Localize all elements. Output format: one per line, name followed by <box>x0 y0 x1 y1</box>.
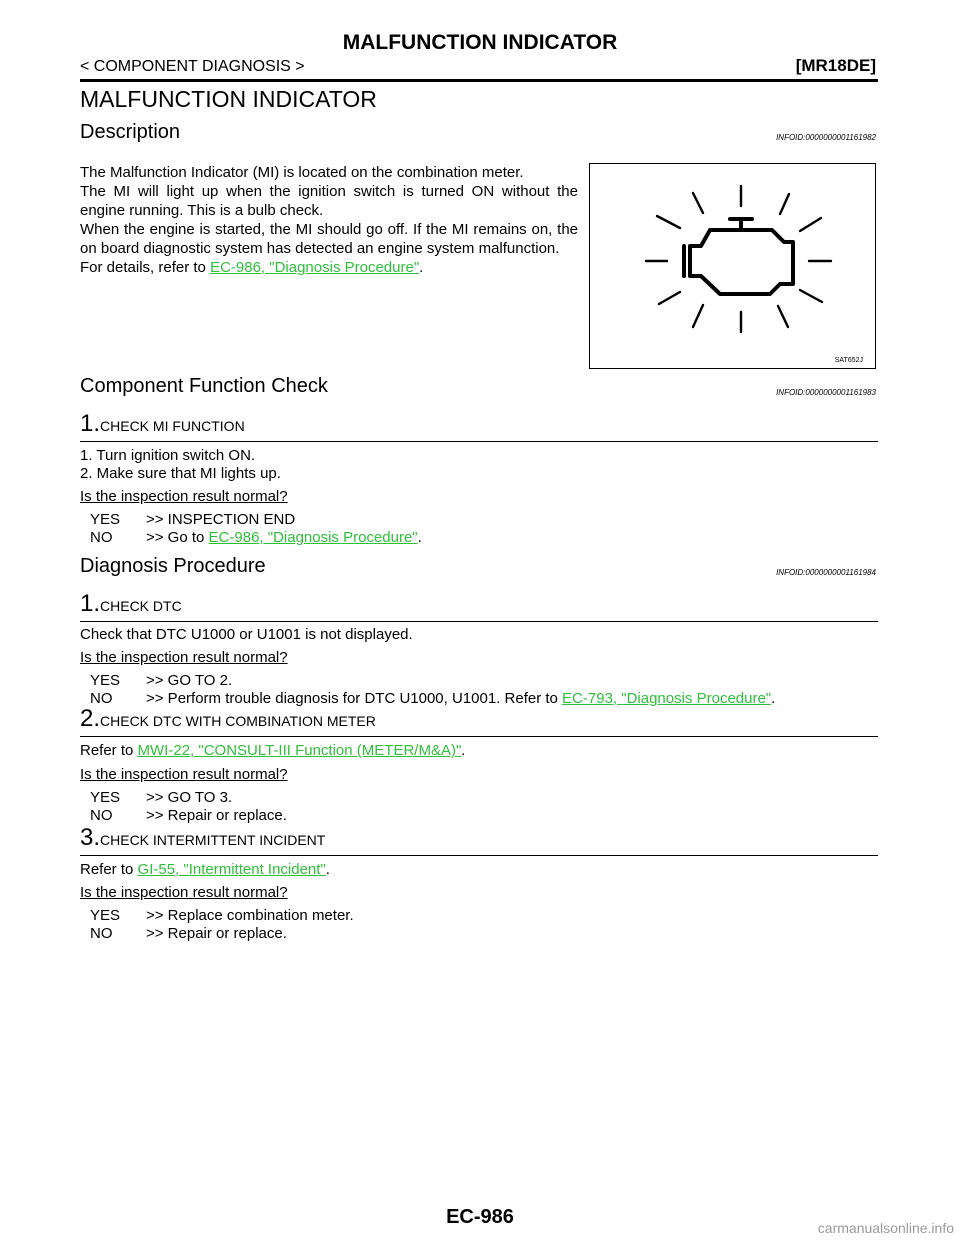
cfc-answer-yes <box>90 511 295 529</box>
dp-step-3-header <box>80 824 878 856</box>
answer-key: NO <box>90 690 113 707</box>
cfc-question: Is the inspection result normal? <box>80 488 288 505</box>
step-number: 1. <box>80 410 101 437</box>
answer-key: YES <box>90 907 121 924</box>
answer-value: >> Repair or replace. <box>146 807 287 824</box>
description-line-3: When the engine is started, the MI should go off. If the MI remains on, the on board diagnostic system has detected an engine system malfunction. <box>80 221 578 257</box>
page-title: MALFUNCTION INDICATOR <box>80 86 377 112</box>
dp-step-2-no <box>90 807 287 825</box>
cfc-item-1: 1. Turn ignition switch ON. <box>80 447 256 464</box>
header-section: < COMPONENT DIAGNOSIS > <box>80 58 305 75</box>
dp-step-1-yes <box>90 672 232 690</box>
dp-link-mwi22[interactable]: MWI-22, "CONSULT-III Function (METER/M&A)" <box>137 742 462 759</box>
cfc-item-2: 2. Make sure that MI lights up. <box>80 465 281 482</box>
answer-key: YES <box>90 511 121 528</box>
step-title: CHECK INTERMITTENT INCIDENT <box>100 832 326 848</box>
ref-prefix: For details, refer to <box>80 259 211 276</box>
dp-step-3-yes <box>90 907 354 925</box>
dp-step-2-yes <box>90 789 232 807</box>
ref-link-ec986[interactable]: EC-986, "Diagnosis Procedure" <box>210 259 420 276</box>
dp-step-1-text: Check that DTC U1000 or U1001 is not displayed. <box>80 626 413 643</box>
cfc-answer-no <box>90 529 422 547</box>
answer-value: >> INSPECTION END <box>146 511 296 528</box>
answer-value: >> GO TO 3. <box>146 789 233 806</box>
step-title: CHECK DTC <box>100 598 182 614</box>
header-rule <box>80 79 878 82</box>
page-number: EC-986 <box>446 1206 514 1228</box>
dp-step-2-ref <box>80 742 465 760</box>
answer-key: NO <box>90 807 113 824</box>
dp-step-3-ref <box>80 861 330 879</box>
answer-suffix: . <box>417 529 422 546</box>
answer-value: >> Replace combination meter. <box>146 907 354 924</box>
answer-key: YES <box>90 789 121 806</box>
step-number: 1. <box>80 590 101 617</box>
answer-suffix: . <box>771 690 776 707</box>
step-title: CHECK DTC WITH COMBINATION METER <box>100 713 376 729</box>
dp-link-ec793[interactable]: EC-793, "Diagnosis Procedure" <box>562 690 772 707</box>
ref-prefix: Refer to <box>80 742 138 759</box>
step-number: 2. <box>80 705 101 732</box>
cfc-step-1-header <box>80 410 878 442</box>
answer-prefix: >> Perform trouble diagnosis for DTC U1000, U1001. Refer to <box>146 690 563 707</box>
dp-step-1-question: Is the inspection result normal? <box>80 649 288 666</box>
diagnosis-infoid: INFOID:0000000001161984 <box>776 568 876 577</box>
mi-figure <box>589 163 876 369</box>
answer-key: NO <box>90 529 113 546</box>
answer-value: >> GO TO 2. <box>146 672 233 689</box>
answer-key: YES <box>90 672 121 689</box>
description-line-1: The Malfunction Indicator (MI) is located on the combination meter. <box>80 164 524 181</box>
description-infoid: INFOID:0000000001161982 <box>776 133 876 142</box>
description-ref <box>80 258 578 277</box>
figure-code: SAT652J <box>834 357 863 364</box>
answer-prefix: >> Go to <box>146 529 209 546</box>
description-heading: Description <box>80 121 181 143</box>
dp-link-gi55[interactable]: GI-55, "Intermittent Incident" <box>137 861 326 878</box>
dp-step-3-question: Is the inspection result normal? <box>80 884 288 901</box>
dp-step-3-no <box>90 925 287 943</box>
watermark: carmanualsonline.info <box>817 1220 954 1236</box>
dp-step-2-question: Is the inspection result normal? <box>80 766 288 783</box>
answer-key: NO <box>90 925 113 942</box>
diagnosis-heading: Diagnosis Procedure <box>80 555 266 577</box>
ref-suffix: . <box>419 259 424 276</box>
description-text <box>80 163 578 277</box>
header-title: MALFUNCTION INDICATOR <box>342 31 618 54</box>
cfc-link-ec986[interactable]: EC-986, "Diagnosis Procedure" <box>208 529 418 546</box>
answer-value: >> Repair or replace. <box>146 925 287 942</box>
dp-step-1-header <box>80 590 878 622</box>
description-line-2: The MI will light up when the ignition switch is turned ON without the engine running. This is a bulb check. <box>80 183 578 219</box>
component-check-heading: Component Function Check <box>80 375 328 397</box>
ref-prefix: Refer to <box>80 861 138 878</box>
ref-suffix: . <box>325 861 330 878</box>
ref-suffix: . <box>461 742 466 759</box>
component-check-infoid: INFOID:0000000001161983 <box>776 388 876 397</box>
step-title: CHECK MI FUNCTION <box>100 418 245 434</box>
step-number: 3. <box>80 824 101 851</box>
dp-step-2-header <box>80 705 878 737</box>
header-engine: [MR18DE] <box>795 56 876 75</box>
engine-malfunction-lamp-icon <box>590 164 874 367</box>
